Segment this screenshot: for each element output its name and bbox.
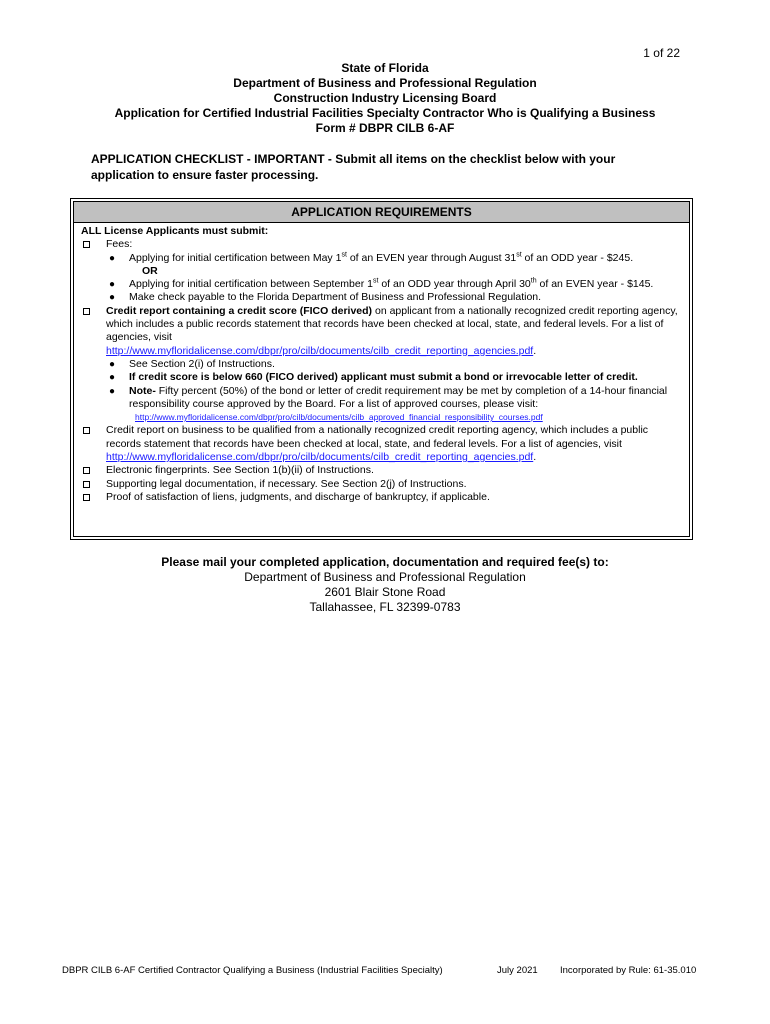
requirements-title: APPLICATION REQUIREMENTS (74, 202, 689, 223)
fingerprints-text: Electronic fingerprints. See Section 1(b)(ii) of Instructions. (106, 464, 374, 477)
header-board: Construction Industry Licensing Board (273, 91, 497, 105)
fee1-sup2: st (516, 251, 522, 259)
credit-agencies-link[interactable]: http://www.myfloridalicense.com/dbpr/pro/cilb/documents/cilb_credit_reporting_agencies.pdf (106, 344, 534, 357)
fee3-text: Make check payable to the Florida Department of Business and Professional Regulation. (129, 291, 542, 304)
mail-department: Department of Business and Professional Regulation (244, 570, 526, 584)
note-label: Note- (129, 384, 156, 397)
document-header (0, 61, 770, 136)
checklist-item-business-credit (81, 424, 683, 464)
fee1-text-b: of an EVEN year through August 31 (346, 251, 517, 264)
header-state: State of Florida (341, 61, 429, 75)
requirements-lead: ALL License Applicants must submit: (81, 225, 269, 237)
credit-sub-section (81, 358, 683, 371)
business-agencies-link[interactable]: http://www.myfloridalicense.com/dbpr/pro/cilb/documents/cilb_credit_reporting_agencies.pdf (106, 451, 534, 464)
checkbox-icon (83, 308, 90, 315)
page-number: 1 of 22 (643, 46, 680, 60)
legal-text: Supporting legal documentation, if necessary. See Section 2(j) of Instructions. (106, 477, 467, 490)
mailing-instructions (0, 555, 770, 615)
credit-report-text: on applicant from a nationally recognized credit reporting agency, which includes a public records statement that records have been checked at local, state, and federal levels. For a list of agencies, visit (106, 304, 678, 344)
footer-date: July 2021 (497, 965, 538, 976)
fee-item-even-year (81, 252, 683, 265)
note-text: Fifty percent (50%) of the bond or letter of credit requirement may be met by completion of a 14-hour financial responsibility course approved by the Board. For a list of approved courses, please visit: (129, 384, 668, 410)
checkbox-icon (83, 427, 90, 434)
checklist-item-fees (81, 238, 683, 251)
business-link-period: . (533, 451, 537, 464)
fee2-sup1: st (372, 277, 379, 285)
credit-sub2-text: If credit score is below 660 (FICO derived) applicant must submit a bond or irrevocable letter of credit. (129, 371, 638, 384)
mail-street: 2601 Blair Stone Road (324, 585, 446, 599)
footer-form-title: DBPR CILB 6-AF Certified Contractor Qualifying a Business (Industrial Facilities Specialty) (62, 965, 443, 976)
liens-text: Proof of satisfaction of liens, judgments, and discharge of bankruptcy, if applicable. (106, 490, 490, 503)
credit-link-period: . (533, 344, 537, 357)
credit-sub-bond (81, 371, 683, 384)
approved-courses-link[interactable]: http://www.myfloridalicense.com/dbpr/pro/cilb/documents/cilb_approved_financial_responsibility_courses.pdf (135, 412, 543, 423)
header-form-number: Form # DBPR CILB 6-AF (315, 121, 455, 135)
checkbox-icon (83, 241, 90, 248)
bullet-icon: ● (109, 292, 116, 304)
header-department: Department of Business and Professional Regulation (233, 76, 537, 90)
credit-report-bold: Credit report containing a credit score (FICO derived) (106, 304, 373, 317)
footer-rule: Incorporated by Rule: 61-35.010 (560, 965, 697, 976)
requirements-body (74, 223, 689, 504)
fee1-sup1: st (341, 251, 347, 259)
checkbox-icon (83, 494, 90, 501)
fee2-text-c: of an EVEN year - $145. (536, 278, 654, 291)
fee2-sup2: th (530, 277, 537, 285)
credit-sub-note (81, 385, 683, 412)
requirements-box (70, 198, 693, 540)
fee2-text-b: of an ODD year through April 30 (378, 278, 531, 291)
fee-item-check-payable (81, 291, 683, 304)
bullet-icon: ● (109, 385, 116, 397)
fee-item-odd-year (81, 278, 683, 291)
fee2-text-a: Applying for initial certification between September 1 (129, 278, 373, 291)
header-application-title: Application for Certified Industrial Facilities Specialty Contractor Who is Qualifying a Business (114, 106, 656, 120)
bullet-icon: ● (109, 358, 116, 370)
checklist-item-liens (81, 491, 683, 504)
bullet-icon: ● (109, 279, 116, 291)
checklist-note: APPLICATION CHECKLIST - IMPORTANT - Submit all items on the checklist below with your application to ensure faster processing. (91, 152, 616, 182)
checkbox-icon (83, 481, 90, 488)
checklist-item-fingerprints (81, 464, 683, 477)
bullet-icon: ● (109, 372, 116, 384)
fee1-text-a: Applying for initial certification between May 1 (129, 251, 342, 264)
fee1-text-c: of an ODD year - $245. (521, 251, 634, 264)
bullet-icon: ● (109, 252, 116, 264)
checkbox-icon (83, 467, 90, 474)
mail-city: Tallahassee, FL 32399-0783 (309, 600, 461, 614)
requirements-inner (73, 201, 690, 537)
business-credit-text: Credit report on business to be qualified from a nationally recognized credit reporting agency, which includes a public records statement that records have been checked at local, state, and federal levels. For a list of agencies, visit (106, 424, 649, 450)
checklist-item-credit-report (81, 305, 683, 358)
mail-lead: Please mail your completed application, documentation and required fee(s) to: (161, 555, 609, 569)
credit-sub1-text: See Section 2(i) of Instructions. (129, 357, 275, 370)
fees-label: Fees: (106, 238, 133, 251)
checklist-item-legal (81, 478, 683, 491)
or-label: OR (142, 264, 158, 277)
